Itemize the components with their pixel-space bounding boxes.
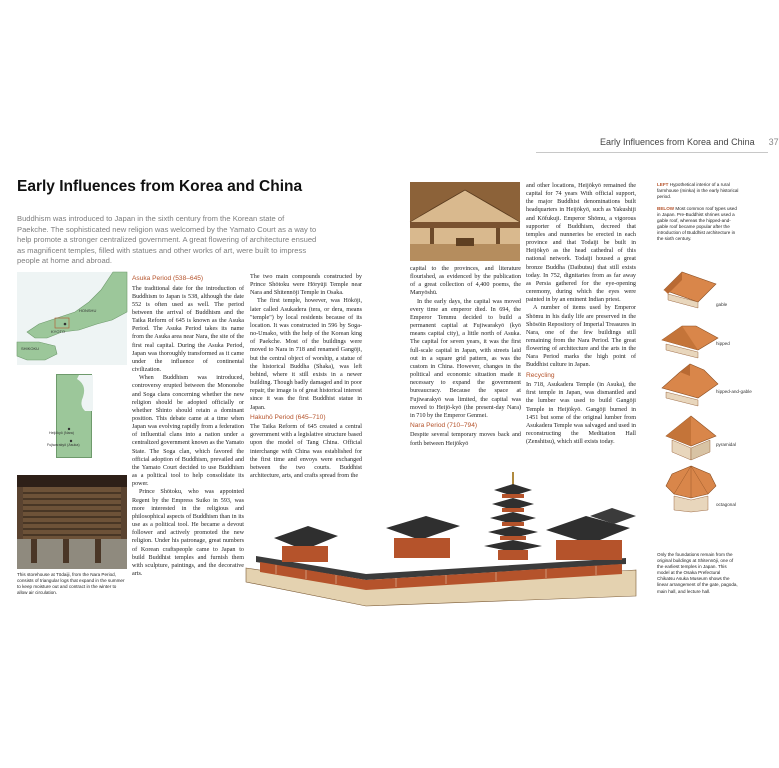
temple-model-graphic: [246, 470, 636, 606]
label-gable: gable: [716, 302, 728, 307]
octagonal-roof-graphic: [664, 464, 718, 512]
heading-nara-period: Nara Period (710–794): [410, 421, 478, 429]
col3-paragraph-2: In the early days, the capital was moved every time an emperor died. In 694, the Emperor Temmu decided to build a permanent capital at Fujiwarakyō (kyō means capital city), a little north of Asuka. The capital for seven years, it was the first full-scale capital in Japan, with streets laid out in a square grid pattern, as was the custom in China. However, changes in the political and economic situation made it necessary to expand the government bureaucracy. Because the space at Fujiwarakyō was limited, the capital was moved to Heijō-kyō (the present-day Nara) in 710 by the Emperor Genmei.: [410, 298, 521, 419]
map-label-heijokyo: Heijōkyō (Nara): [49, 431, 74, 435]
page-number: 37: [768, 137, 779, 147]
map-japan-graphic: [17, 272, 127, 365]
pyramidal-roof-graphic: [664, 414, 718, 460]
illustration-shitennoji-model: [246, 470, 636, 606]
col4-paragraph-2: A number of items used by Emperor Shōmu in his daily life are preserved in the Shōsōin Repository of Imperial Treasures in Nara, one of the few buildings still remaining from the Nara Period. The great flowering of architecture and the arts in the Nara Period marks the high point of Buddhist culture in Japan.: [526, 305, 636, 369]
header-rule: [536, 152, 768, 153]
col1-paragraph-1: The traditional date for the introduction of Buddhism to Japan is 538, although the date 552 is often used as well. The period between the arrival of Buddhism and the Taika Reform of 645 is known as the Asuka Period. The Asuka Period takes its name from the Asuka area near Nara, the site of the first real capital. During the Asuka Period, Japan was thoroughly transformed as it came under the influence of continental civilization.: [132, 285, 244, 374]
col4-paragraph-1: and other locations, Heijōkyō remained the capital for 74 years With official support, the major Buddhist denominations built headquarters in Heijōkyō, such as Yakushiji and Kōfukuji. Emperor Shōmu, a vigorous supporter of Buddhism, decreed that temples and nunneries be erected in each province and that Todaiji be built in Heijōkyō as the head cathedral of this national network. Todaiji housed a great bronze Buddha (Daibutsu) that still exists today. In 752, dignitaries from as far away as Persia gathered for the eye-opening ceremony, during which the eyes were painted in by an eminent Indian priest.: [526, 183, 636, 304]
map-label-fujiwarakyo: Fujiwarakyō (Asuka): [47, 443, 80, 447]
text-column-1: [132, 273, 244, 578]
photo-storehouse-todaiji: [17, 475, 127, 569]
caption-storehouse: This storehouse at Tōdaiji, from the Nara Period, consists of triangular logs that expand in the summer to keep moisture out and contract in the winter to allow air circulation.: [17, 572, 125, 596]
heading-hakuho-period: Hakuhō Period (645–710): [250, 413, 326, 421]
text-column-3: [410, 265, 521, 448]
map-label-kyoto: KYOTO: [51, 329, 65, 334]
col3-paragraph-3: Despite several temporary moves back and forth between Heijōkyō: [410, 432, 521, 447]
caption-roof-types: [657, 206, 739, 243]
hipped-gable-roof-graphic: [660, 362, 720, 406]
label-octagonal: octagonal: [716, 502, 736, 507]
col2-paragraph-2: The first temple, however, was Hōkōji, later called Asukadera (tera, or dera, means "temple") by local residents because of its location. It was constructed in 596 by Soga-no-Umako, with the help of the Korean king of Paekche. Most of the buildings were moved to Nara in 718 and renamed Gangōji, but the central object of worship, a statue of the historical Buddha (Shaka), was left behind, where it still exists in a newer building. Though badly damaged and in poor repair, the image is of great historical interest since it was the first Buddhist statue in Japan.: [250, 298, 362, 411]
caption-roofs-text: Most common roof types used in Japan. Pre-Buddhist shrines used a gable roof, whereas the hipped-and-gable roof became popular after the introduction of Buddhist architecture in the sixth century.: [657, 206, 737, 242]
map-nara-inset: [47, 374, 92, 458]
map-label-honshu: HONSHU: [79, 308, 97, 313]
col1-paragraph-2: When Buddhism was introduced, controversy erupted between the Mononobe and Soga clans concerning whether the new religion should be adopted officially or whether Shinto should retain a dominant position. This debate came at a time when Japan was evolving rapidly from a federation of influential clans into a nation under a centralized government known as the Yamato State. The Soga clan, which favored the official adoption of Buddhism, prevailed and the Yamato Court decided to use Buddhism as a political tool to help consolidate its power.: [132, 375, 244, 488]
heading-recycling: Recycling: [526, 371, 555, 379]
caption-tag-left: LEFT: [657, 182, 669, 187]
page-title: Early Influences from Korea and China: [17, 178, 303, 195]
text-column-2: [250, 273, 362, 480]
col2-paragraph-1: The two main compounds constructed by Prince Shōtoku were Hōryūji Temple near Nara and Shitennōji Temple in Osaka.: [250, 274, 362, 297]
col2-paragraph-3: The Taika Reform of 645 created a central government with a legislative structure based upon the model of Tang China. Official interchange with China was established for the first time and envoys were exchanged between the two courts. Buddhist architecture, arts, and crafts spread from the: [250, 424, 362, 480]
heading-asuka-period: Asuka Period (538–645): [132, 275, 204, 282]
label-hipped: hipped: [716, 341, 730, 346]
hipped-roof-graphic: [660, 318, 720, 358]
map-japan: [17, 272, 127, 365]
running-head: [600, 137, 779, 147]
storehouse-graphic: [17, 475, 127, 569]
running-title: Early Influences from Korea and China: [600, 137, 755, 147]
intro-paragraph: Buddhism was introduced to Japan in the sixth century from the Korean state of Paekche. The sophisticated new religion was welcomed by the Yamato Court as a way to help promote a stronger centralized government. A great flowering of architecture ensued as magnificent temples, filled with statues and other works of art, were built to impress people at home and abroad.: [17, 214, 317, 266]
roof-type-hipped: [660, 318, 720, 358]
caption-interior: [657, 182, 739, 200]
text-column-4: [526, 182, 636, 446]
roof-type-octagonal: [664, 464, 718, 512]
caption-tag-below: BELOW: [657, 206, 675, 211]
gable-roof-graphic: [660, 266, 720, 308]
caption-shitennoji: Only the foundations remain from the original buildings at Shitennōji, one of the earliest temples in Japan. This model at the Osaka Prefectural Chikatsu Asuka Museum shows the linear arrangement of the gate, pagoda, main hall, and lecture hall.: [657, 552, 738, 594]
col1-paragraph-3: Prince Shōtoku, who was appointed Regent by the Empress Suiko in 593, was more interested in the religious and philosophical aspects of Buddhism than in its use as a political tool. He became a devout follower and actively promoted the new religion. Under his patronage, great numbers of Korean craftspeople came to Japan to build Buddhist temples and furnish them with sculpture, paintings, and the decorative arts.: [132, 489, 244, 577]
roof-type-pyramidal: [664, 414, 718, 460]
illustration-farmhouse-interior: [410, 182, 520, 261]
roof-type-hipped-and-gable: [660, 362, 720, 406]
map-label-shikoku: SHIKOKU: [21, 346, 40, 351]
roof-type-gable: [660, 266, 720, 308]
label-pyramidal: pyramidal: [716, 442, 736, 447]
col4-paragraph-3: In 718, Asukadera Temple (in Asuka), the first temple in Japan, was dismantled and the lumber was used to build Gangōji Temple in Heijōkyō. Gangōji burned in 1451 but some of the original lumber from Asukadera Temple was salvaged and used in reconstructing the Meditation Hall (Zenshitsu), which still exists today.: [526, 382, 636, 446]
label-hipped-and-gable: hipped-and-gable: [716, 389, 752, 394]
col3-paragraph-1: capital to the provinces, and literature flourished, as evidenced by the publication of a great collection of 4,400 poems, the Manyōshū.: [410, 266, 521, 297]
caption-interior-text: Hypothetical interior of a rural farmhouse (minka) in the early historical period.: [657, 182, 739, 200]
interior-graphic: [410, 182, 520, 261]
